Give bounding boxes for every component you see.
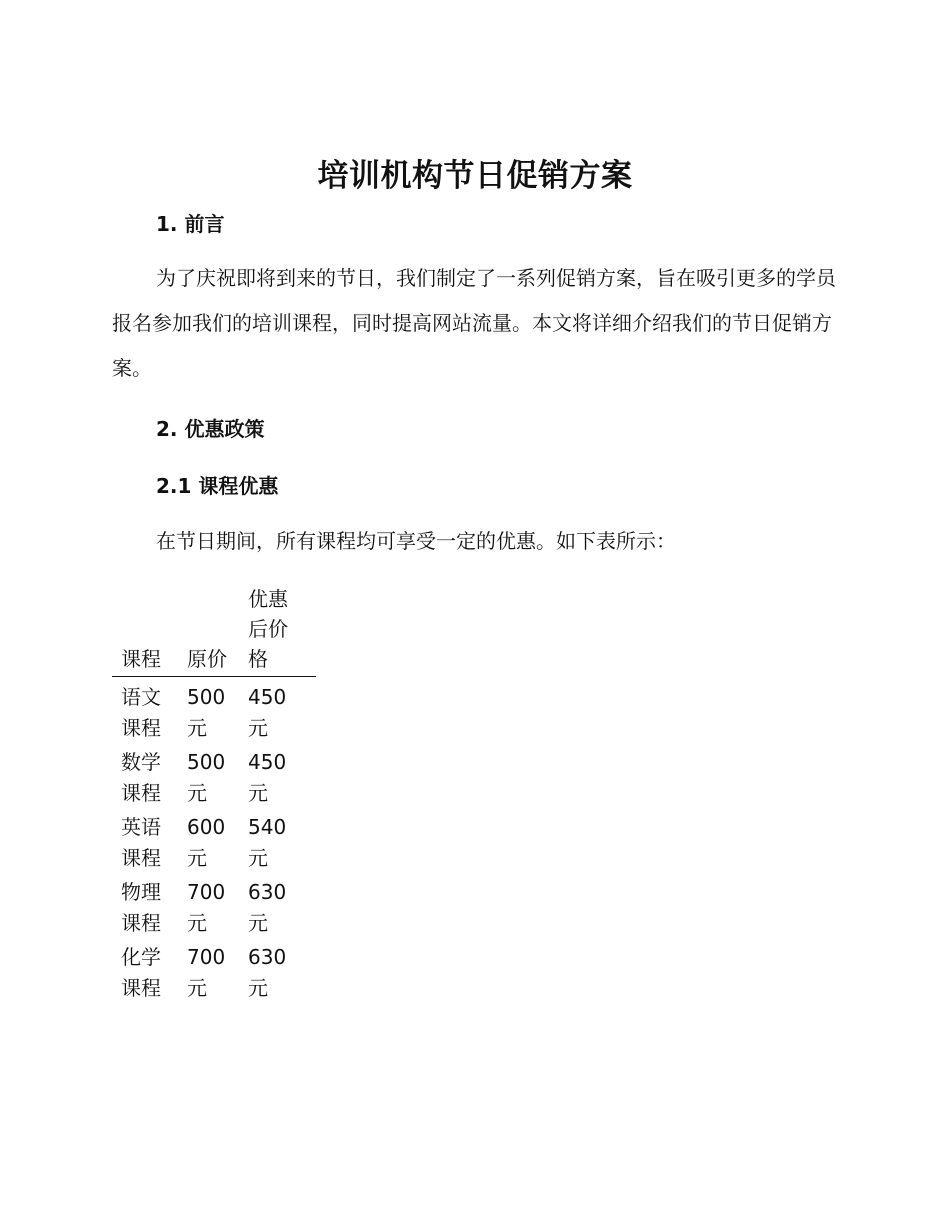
table-cell-original-price: 500元 [187, 685, 226, 740]
table-cell-original-price: 700元 [187, 880, 226, 935]
section-heading-discount-policy: 2. 优惠政策 [156, 417, 265, 441]
section-heading-intro: 1. 前言 [156, 212, 225, 236]
section-heading-course-discount: 2.1 课程优惠 [156, 474, 279, 498]
discount-table [112, 584, 316, 1007]
table-cell-discounted-price: 630元 [248, 945, 287, 1000]
intro-paragraph: 为了庆祝即将到来的节日，我们制定了一系列促销方案，旨在吸引更多的学员报名参加我们的培训课程，同时提高网站流量。本文将详细介绍我们的节日促销方案。 [112, 266, 836, 380]
table-row [112, 677, 316, 748]
table-row [112, 877, 316, 942]
table-cell-course: 化学课程 [121, 945, 161, 1000]
column-header-original-price: 原价 [187, 584, 248, 677]
table-cell-original-price: 600元 [187, 815, 226, 870]
table-intro-paragraph: 在节日期间，所有课程均可享受一定的优惠。如下表所示： [156, 529, 676, 553]
table-header-row [112, 584, 316, 677]
document-title: 培训机构节日促销方案 [317, 158, 633, 194]
table-cell-discounted-price: 450元 [248, 685, 287, 740]
table-cell-original-price: 500元 [187, 750, 226, 805]
table-cell-course: 语文课程 [121, 685, 161, 740]
table-cell-discounted-price: 630元 [248, 880, 287, 935]
table-row [112, 942, 316, 1007]
column-header-course: 课程 [112, 584, 187, 677]
table-cell-course: 物理课程 [121, 880, 161, 935]
table-row [112, 812, 316, 877]
table-cell-course: 数学课程 [121, 750, 161, 805]
table-cell-discounted-price: 540元 [248, 815, 287, 870]
table-cell-original-price: 700元 [187, 945, 226, 1000]
table-row [112, 747, 316, 812]
table-cell-course: 英语课程 [121, 815, 161, 870]
table-cell-discounted-price: 450元 [248, 750, 287, 805]
column-header-discounted-price: 优惠后价格 [248, 584, 316, 677]
